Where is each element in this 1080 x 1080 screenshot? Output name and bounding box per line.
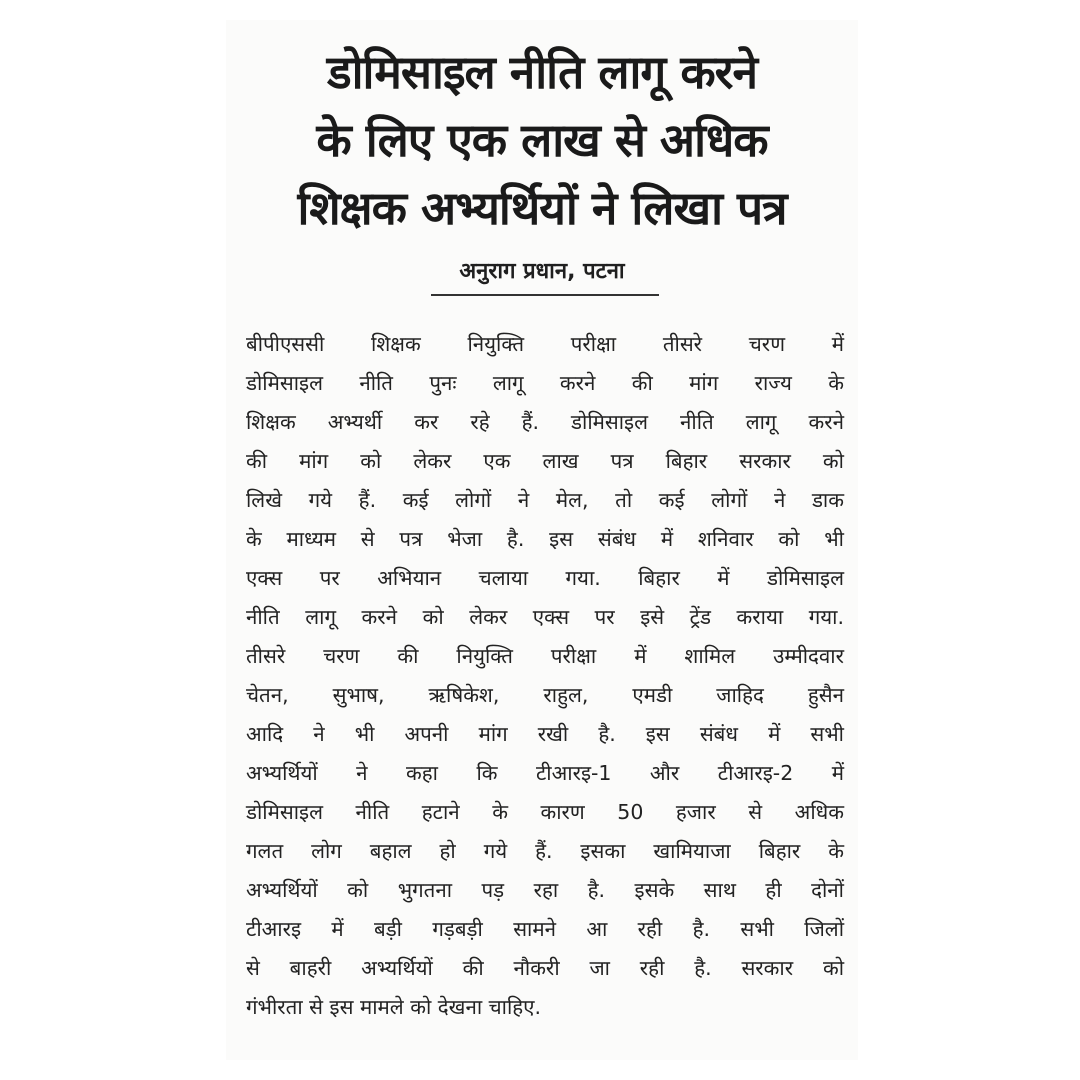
headline-line-3: शिक्षक अभ्यर्थियों ने लिखा पत्र (297, 181, 787, 235)
article-line: एक्स पर अभियान चलाया गया. बिहार में डोमिसाइल (246, 566, 844, 590)
news-clipping (226, 20, 858, 1060)
article-line: डोमिसाइल नीति हटाने के कारण 50 हजार से अधिक (246, 800, 844, 824)
article-line: बीपीएससी शिक्षक नियुक्ति परीक्षा तीसरे चरण में (246, 332, 844, 356)
article-line: तीसरे चरण की नियुक्ति परीक्षा में शामिल उम्मीदवार (246, 644, 844, 668)
article-line: गलत लोग बहाल हो गये हैं. इसका खामियाजा बिहार के (246, 839, 844, 863)
byline: अनुराग प्रधान, पटना (459, 259, 625, 284)
article-line: अभ्यर्थियों ने कहा कि टीआरइ-1 और टीआरइ-2 में (246, 761, 844, 785)
article-line: अभ्यर्थियों को भुगतना पड़ रहा है. इसके साथ ही दोनों (246, 878, 844, 902)
article-line: टीआरइ में बड़ी गड़बड़ी सामने आ रही है. सभी जिलों (246, 917, 844, 941)
byline-divider (431, 294, 659, 296)
article-line: चेतन, सुभाष, ऋषिकेश, राहुल, एमडी जाहिद हुसैन (246, 683, 844, 707)
article-line: शिक्षक अभ्यर्थी कर रहे हैं. डोमिसाइल नीति लागू करने (246, 410, 844, 434)
article-line: की मांग को लेकर एक लाख पत्र बिहार सरकार को (246, 449, 844, 473)
article-line: से बाहरी अभ्यर्थियों की नौकरी जा रही है. सरकार को (246, 956, 844, 980)
headline-line-1: डोमिसाइल नीति लागू करने (326, 45, 758, 99)
article-line: नीति लागू करने को लेकर एक्स पर इसे ट्रेंड कराया गया. (246, 605, 844, 629)
article-line: लिखे गये हैं. कई लोगों ने मेल, तो कई लोगों ने डाक (246, 488, 844, 512)
article-line: के माध्यम से पत्र भेजा है. इस संबंध में शनिवार को भी (246, 527, 844, 551)
headline-line-2: के लिए एक लाख से अधिक (316, 113, 768, 167)
article-line: आदि ने भी अपनी मांग रखी है. इस संबंध में सभी (246, 722, 844, 746)
article-line: गंभीरता से इस मामले को देखना चाहिए. (246, 995, 542, 1019)
article-line: डोमिसाइल नीति पुनः लागू करने की मांग राज्य के (246, 371, 844, 395)
